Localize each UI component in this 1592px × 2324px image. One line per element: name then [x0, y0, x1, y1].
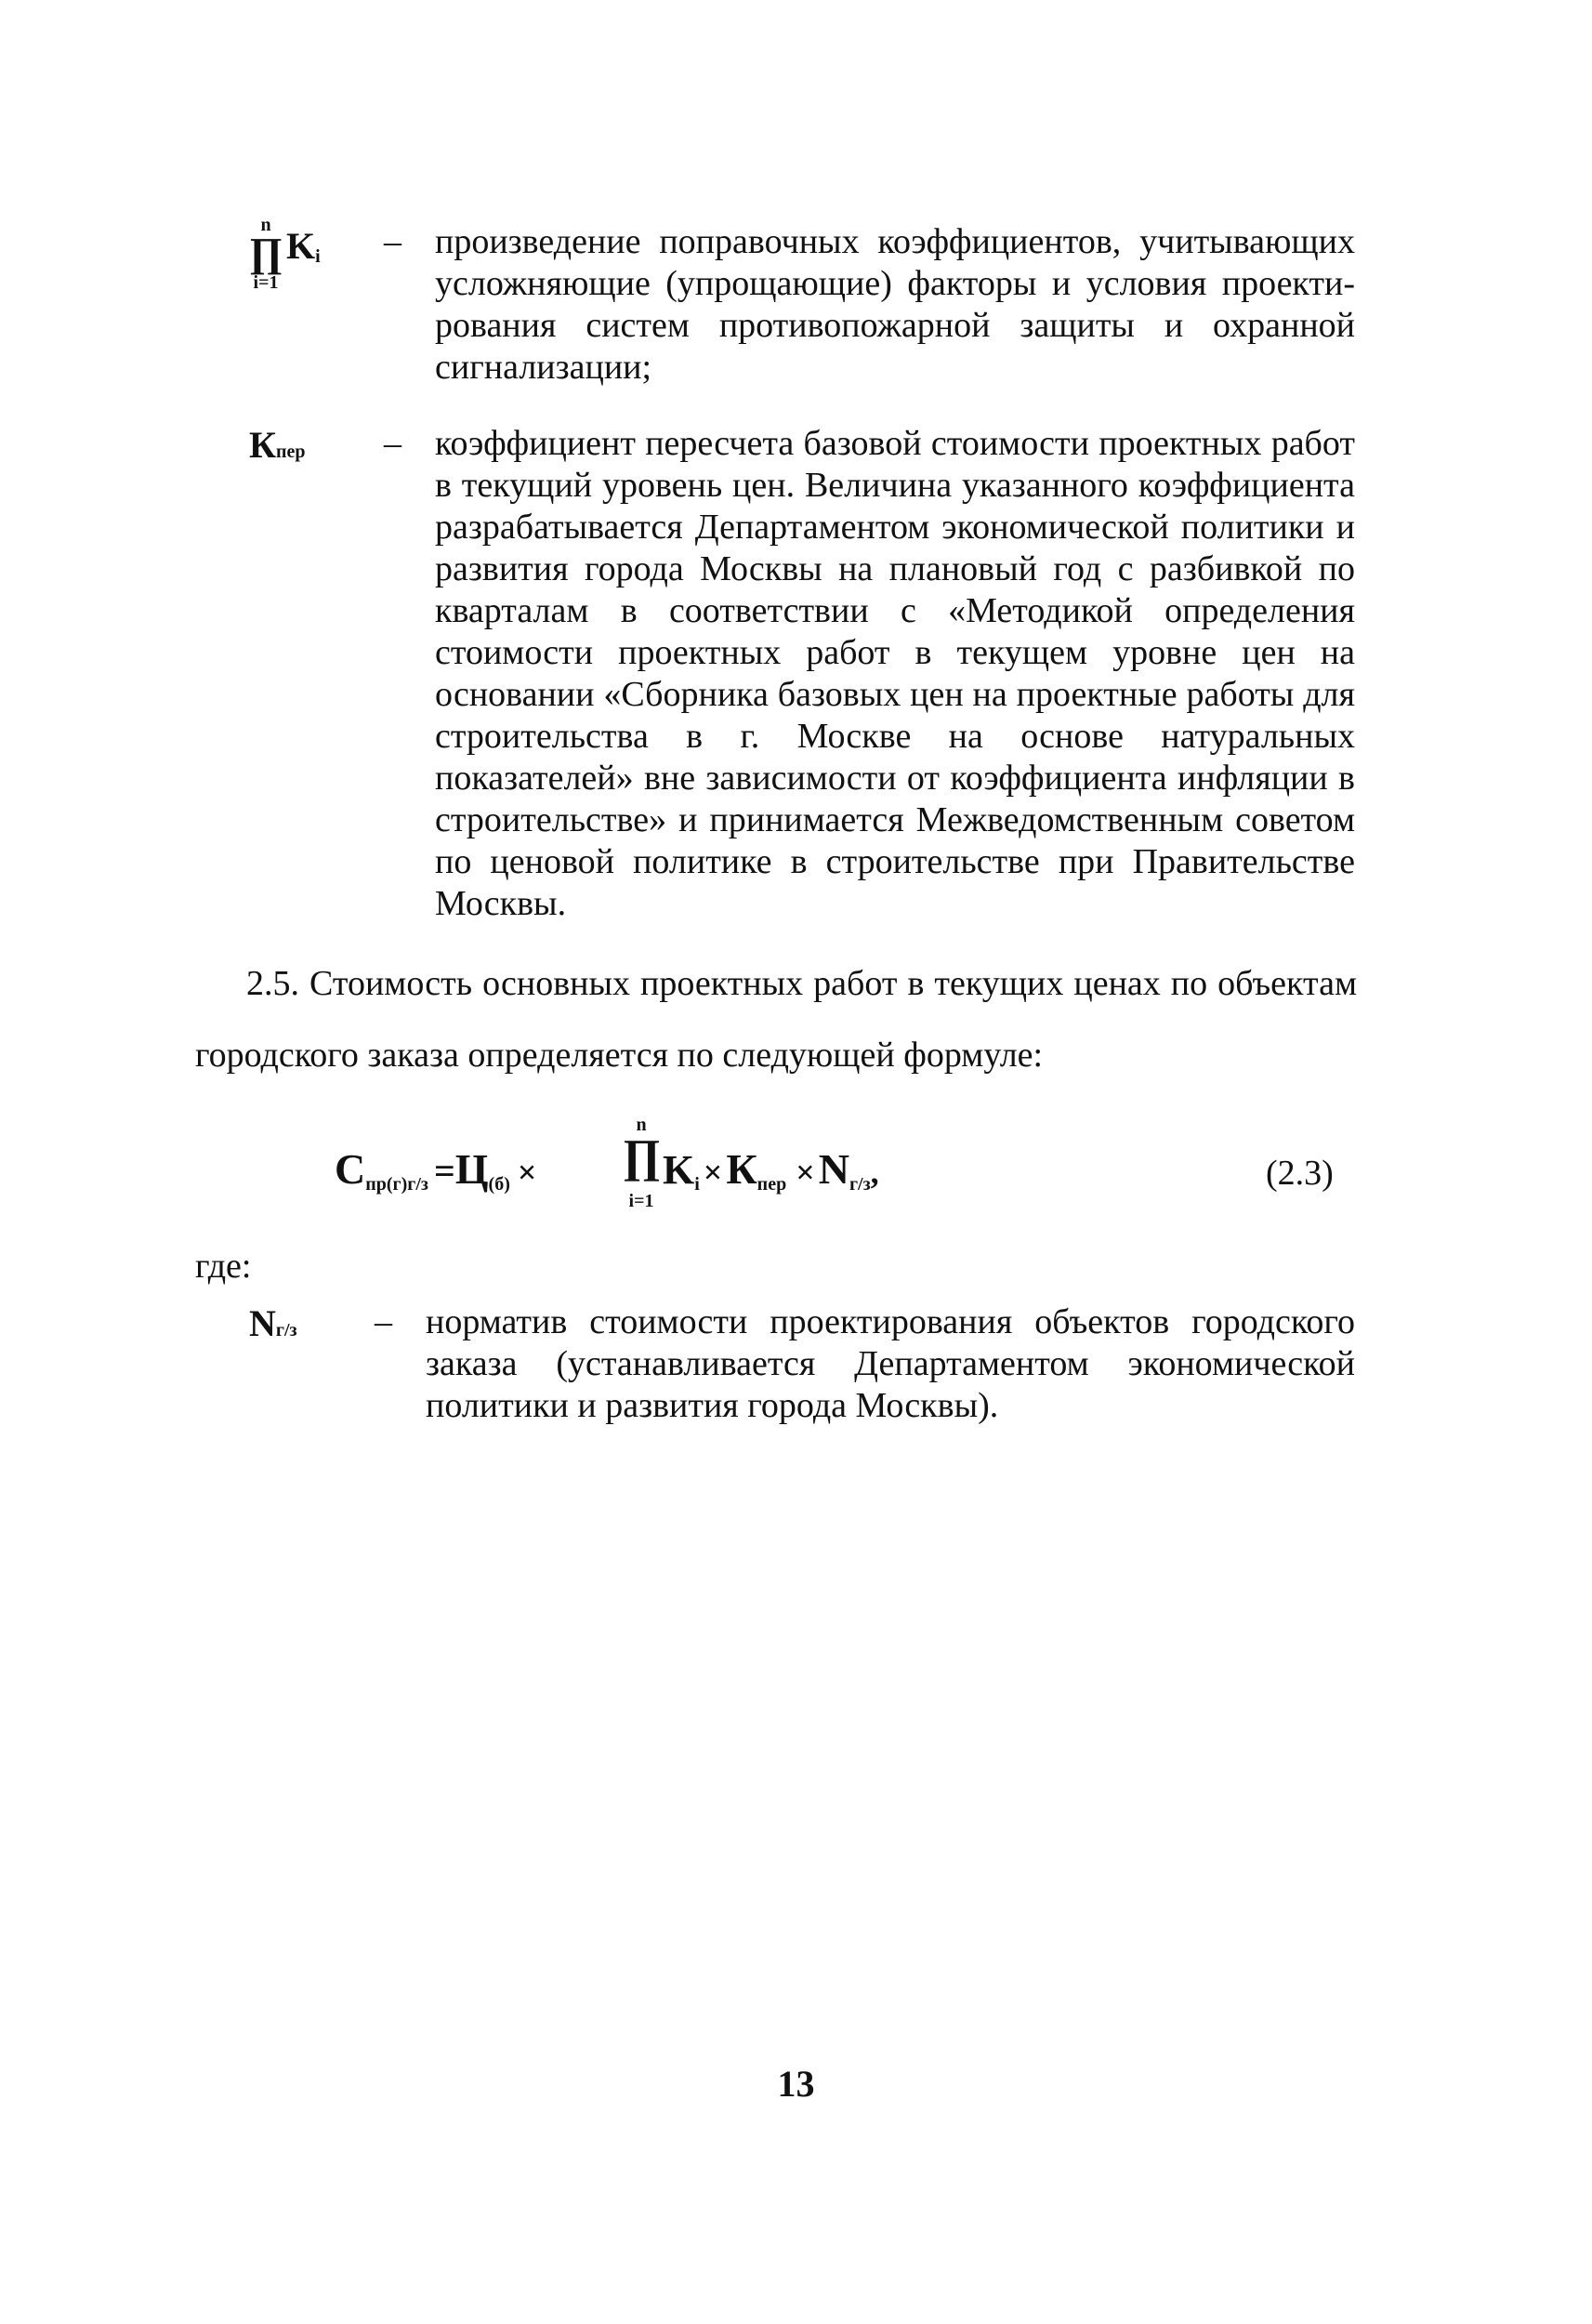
n-symbol	[249, 1301, 361, 1345]
n-subscript: г/з	[275, 1320, 297, 1340]
formula-c-subscript: пр(г)г/з	[365, 1174, 428, 1195]
kper-symbol	[249, 423, 361, 467]
formula-product-upper: n	[636, 1115, 647, 1135]
n-main: N	[249, 1302, 276, 1344]
definition-text: произведение поправочных коэффициентов, учитывающих усложняющие (упрощающие) факторы и условия проектирования систем противопожарной защиты и охранной сигнализации;	[435, 222, 1355, 387]
where-label: где:	[195, 1247, 252, 1286]
definition-text: норматив стоимости проектирования объектов городского заказа (устанавливается Департаментом экономической политики и развития города Москвы).	[426, 1302, 1355, 1425]
formula-kper: К	[726, 1145, 757, 1193]
formula-comma: ,	[870, 1154, 879, 1191]
formula-product	[623, 1115, 660, 1217]
formula-equals: =	[433, 1150, 455, 1192]
formula-k-subscript: i	[694, 1174, 700, 1195]
formula-c: С	[335, 1145, 366, 1193]
formula-product-lower: i=1	[628, 1191, 654, 1211]
paragraph-text: 2.5. Стоимость основных проектных работ в текущих ценах по объектам городского заказа определяется по следующей формуле:	[195, 964, 1357, 1075]
kper-main: К	[249, 424, 277, 466]
page-number: 13	[777, 2063, 815, 2105]
formula-k: K	[663, 1147, 695, 1193]
formula-times: ×	[517, 1154, 537, 1191]
formula-tail	[663, 1144, 879, 1195]
formula-ts-subscript: (б)	[488, 1174, 510, 1195]
pi-symbol: ∏	[623, 1129, 662, 1182]
pi-symbol: ∏	[249, 230, 283, 275]
k-symbol: K	[286, 225, 316, 267]
formula-body	[335, 1144, 536, 1195]
formula-2-3	[335, 1115, 1357, 1241]
k-subscript: i	[315, 246, 321, 267]
definition-dash: –	[375, 1302, 392, 1341]
formula-n-subscript: г/з	[849, 1174, 871, 1195]
product-upper-index: n	[260, 215, 271, 235]
definition-dash: –	[384, 424, 401, 463]
product-ki-symbol	[249, 216, 361, 309]
product-lower-index: i=1	[253, 272, 279, 293]
definition-dash: –	[384, 222, 401, 261]
paragraph-2-5	[195, 948, 1357, 1091]
definition-text: коэффициент пересчета базовой стоимости проектных работ в текущий уровень цен. Величина указанного коэффициента разрабатывается Департаментом экономической политики и развития города Москвы на плановый год с разбивкой по кварталам в соответствии с «Методикой определения стоимости проектных работ в текущем уровне цен на основании «Сборника базовых цен на проектные работы для строительства в г. Москве на основе натуральных показателей» вне зависимости от коэффициента инфляции в строительстве» и принимается Межведомственным советом по ценовой политике в строительстве при Правительстве Москвы.	[435, 424, 1355, 923]
equation-number: (2.3)	[1266, 1154, 1334, 1193]
formula-kper-subscript: пер	[757, 1174, 787, 1195]
formula-times: ×	[703, 1154, 723, 1191]
kper-subscript: пер	[276, 442, 306, 462]
formula-ts: Ц	[454, 1145, 489, 1193]
formula-times: ×	[796, 1154, 815, 1191]
formula-n: N	[818, 1145, 849, 1193]
product-sign	[249, 216, 286, 299]
